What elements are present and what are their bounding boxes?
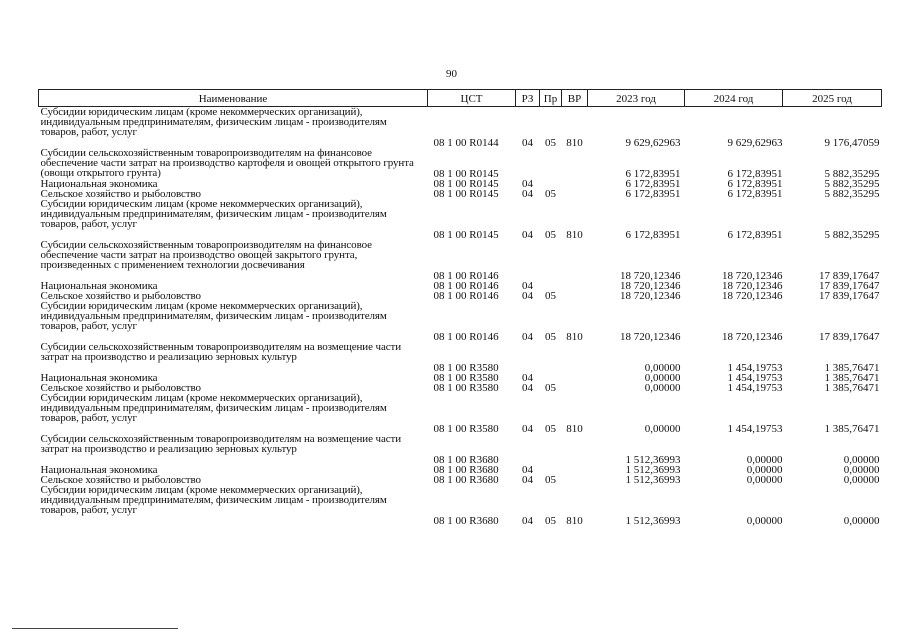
row-code: 08 1 00 R3580 <box>433 372 499 384</box>
row-value-2023: 6 172,83951 <box>625 188 681 200</box>
table-header <box>39 90 882 107</box>
row-rz <box>516 240 540 281</box>
row-value-2025: 0,00000 <box>843 454 880 466</box>
header-vr: ВР <box>562 90 588 107</box>
row-value-2025: 17 839,17647 <box>819 280 880 292</box>
row-code: 08 1 00 R3680 <box>433 464 499 476</box>
footer-divider <box>12 628 178 629</box>
row-value-2024: 6 172,83951 <box>727 168 783 180</box>
row-rz: 04 <box>522 382 533 394</box>
row-value-2023: 0,00000 <box>644 382 681 394</box>
row-value-2024: 1 454,19753 <box>727 382 783 394</box>
row-vr: 810 <box>566 137 583 149</box>
row-pr <box>540 342 562 373</box>
row-value-2023: 1 512,36993 <box>625 474 681 486</box>
row-name: Сельское хозяйство и рыболовство <box>40 290 201 302</box>
table-row <box>39 240 882 281</box>
row-vr <box>562 465 588 475</box>
row-vr <box>562 189 588 199</box>
row-pr <box>540 240 562 281</box>
row-value-2024: 1 454,19753 <box>727 372 783 384</box>
row-value-2023: 0,00000 <box>644 423 681 435</box>
row-value-2023: 18 720,12346 <box>620 331 681 343</box>
row-name: Субсидии юридическим лицам (кроме некоммерческих организаций), индивидуальным предпринимателям, физическим лицам - производителям товаров, работ, услуг <box>40 300 387 332</box>
row-value-2023: 6 172,83951 <box>625 168 681 180</box>
row-name: Национальная экономика <box>40 464 158 476</box>
table-row <box>39 342 882 373</box>
row-rz: 04 <box>522 280 533 292</box>
row-value-2023: 6 172,83951 <box>625 178 681 190</box>
row-value-2023: 9 629,62963 <box>625 137 681 149</box>
header-2025: 2025 год <box>783 90 882 107</box>
row-value-2023: 18 720,12346 <box>620 280 681 292</box>
row-vr <box>562 383 588 393</box>
row-pr: 05 <box>545 382 556 394</box>
row-value-2025: 0,00000 <box>843 474 880 486</box>
row-value-2024: 0,00000 <box>746 474 783 486</box>
row-value-2024: 0,00000 <box>746 454 783 466</box>
row-rz: 04 <box>522 372 533 384</box>
row-vr <box>562 434 588 465</box>
row-pr: 05 <box>545 331 556 343</box>
row-value-2025: 5 882,35295 <box>824 188 880 200</box>
row-name: Субсидии юридическим лицам (кроме некоммерческих организаций), индивидуальным предпринимателям, физическим лицам - производителям товаров, работ, услуг <box>40 392 387 424</box>
row-vr <box>562 281 588 291</box>
row-code: 08 1 00 R0144 <box>433 137 499 149</box>
row-vr: 810 <box>566 331 583 343</box>
row-vr <box>562 240 588 281</box>
row-value-2025: 17 839,17647 <box>819 270 880 282</box>
row-pr: 05 <box>545 290 556 302</box>
row-rz: 04 <box>522 464 533 476</box>
row-value-2024: 1 454,19753 <box>727 423 783 435</box>
table-body <box>39 107 882 527</box>
row-pr <box>540 148 562 179</box>
row-value-2024: 6 172,83951 <box>727 188 783 200</box>
row-value-2023: 18 720,12346 <box>620 270 681 282</box>
row-value-2024: 18 720,12346 <box>722 270 783 282</box>
row-name: Сельское хозяйство и рыболовство <box>40 474 201 486</box>
budget-table <box>38 89 882 526</box>
row-code: 08 1 00 R3680 <box>433 454 499 466</box>
table-row <box>39 199 882 240</box>
row-value-2025: 1 385,76471 <box>824 382 880 394</box>
row-code: 08 1 00 R0145 <box>433 168 499 180</box>
row-name: Субсидии сельскохозяйственным товаропроизводителям на финансовое обеспечение части затрат на производство овощей закрытого грунта, произведенных с применением технологии досвечивания <box>40 239 372 271</box>
row-name: Субсидии сельскохозяйственным товаропроизводителям на возмещение части затрат на производство и реализацию зерновых культур <box>40 341 402 363</box>
row-name: Национальная экономика <box>40 372 158 384</box>
row-vr <box>562 291 588 301</box>
row-value-2023: 0,00000 <box>644 372 681 384</box>
row-code: 08 1 00 R0145 <box>433 178 499 190</box>
row-code: 08 1 00 R3680 <box>433 515 499 527</box>
row-name: Национальная экономика <box>40 178 158 190</box>
row-pr <box>540 434 562 465</box>
row-code: 08 1 00 R0145 <box>433 229 499 241</box>
row-value-2024: 1 454,19753 <box>727 362 783 374</box>
row-vr: 810 <box>566 515 583 527</box>
table-row <box>39 148 882 179</box>
row-rz: 04 <box>522 137 533 149</box>
row-vr: 810 <box>566 229 583 241</box>
row-pr: 05 <box>545 137 556 149</box>
row-value-2023: 0,00000 <box>644 362 681 374</box>
row-value-2023: 1 512,36993 <box>625 464 681 476</box>
header-name: Наименование <box>39 90 428 107</box>
row-value-2025: 5 882,35295 <box>824 178 880 190</box>
row-value-2025: 5 882,35295 <box>824 229 880 241</box>
row-vr <box>562 475 588 485</box>
row-value-2025: 9 176,47059 <box>824 137 880 149</box>
header-code: ЦСТ <box>428 90 516 107</box>
row-value-2025: 17 839,17647 <box>819 331 880 343</box>
row-pr: 05 <box>545 515 556 527</box>
row-rz: 04 <box>522 474 533 486</box>
row-rz <box>516 434 540 465</box>
row-rz: 04 <box>522 331 533 343</box>
row-name: Национальная экономика <box>40 280 158 292</box>
row-value-2024: 0,00000 <box>746 464 783 476</box>
row-vr: 810 <box>566 423 583 435</box>
row-value-2025: 0,00000 <box>843 515 880 527</box>
header-rz: РЗ <box>516 90 540 107</box>
row-name: Сельское хозяйство и рыболовство <box>40 188 201 200</box>
row-value-2025: 1 385,76471 <box>824 372 880 384</box>
row-value-2024: 9 629,62963 <box>727 137 783 149</box>
row-value-2024: 18 720,12346 <box>722 290 783 302</box>
row-vr <box>562 373 588 383</box>
table-row <box>39 393 882 434</box>
row-rz: 04 <box>522 178 533 190</box>
row-vr <box>562 342 588 373</box>
row-code: 08 1 00 R0146 <box>433 290 499 302</box>
row-vr <box>562 148 588 179</box>
header-pr: Пр <box>540 90 562 107</box>
row-pr: 05 <box>545 474 556 486</box>
row-code: 08 1 00 R3580 <box>433 423 499 435</box>
row-name: Субсидии сельскохозяйственным товаропроизводителям на возмещение части затрат на производство и реализацию зерновых культур <box>40 433 402 455</box>
row-pr: 05 <box>545 423 556 435</box>
row-code: 08 1 00 R3580 <box>433 382 499 394</box>
row-value-2024: 6 172,83951 <box>727 178 783 190</box>
row-code: 08 1 00 R0146 <box>433 331 499 343</box>
row-rz <box>516 342 540 373</box>
table-row <box>39 107 882 149</box>
row-code: 08 1 00 R3680 <box>433 474 499 486</box>
row-pr: 05 <box>545 229 556 241</box>
table-row <box>39 434 882 465</box>
row-rz <box>516 148 540 179</box>
page-number: 90 <box>446 68 457 80</box>
row-code: 08 1 00 R0146 <box>433 280 499 292</box>
row-value-2025: 0,00000 <box>843 464 880 476</box>
row-vr <box>562 179 588 189</box>
row-name: Субсидии сельскохозяйственным товаропроизводителям на финансовое обеспечение части затрат на производство картофеля и овощей открытого грунта (овощи открытого грунта) <box>40 147 414 179</box>
row-code: 08 1 00 R0146 <box>433 270 499 282</box>
row-value-2024: 6 172,83951 <box>727 229 783 241</box>
row-name: Сельское хозяйство и рыболовство <box>40 382 201 394</box>
row-code: 08 1 00 R3580 <box>433 362 499 374</box>
row-value-2024: 18 720,12346 <box>722 280 783 292</box>
row-value-2025: 17 839,17647 <box>819 290 880 302</box>
row-name: Субсидии юридическим лицам (кроме некоммерческих организаций), индивидуальным предпринимателям, физическим лицам - производителям товаров, работ, услуг <box>40 198 387 230</box>
row-rz: 04 <box>522 188 533 200</box>
row-value-2023: 1 512,36993 <box>625 515 681 527</box>
row-value-2024: 0,00000 <box>746 515 783 527</box>
table-row <box>39 485 882 526</box>
row-value-2023: 6 172,83951 <box>625 229 681 241</box>
row-rz: 04 <box>522 290 533 302</box>
header-2024: 2024 год <box>685 90 783 107</box>
row-pr: 05 <box>545 188 556 200</box>
row-value-2023: 1 512,36993 <box>625 454 681 466</box>
row-rz: 04 <box>522 229 533 241</box>
row-name: Субсидии юридическим лицам (кроме некоммерческих организаций), индивидуальным предпринимателям, физическим лицам - производителям товаров, работ, услуг <box>40 484 387 516</box>
row-code: 08 1 00 R0145 <box>433 188 499 200</box>
row-value-2025: 1 385,76471 <box>824 423 880 435</box>
row-value-2023: 18 720,12346 <box>620 290 681 302</box>
table-row <box>39 301 882 342</box>
header-2023: 2023 год <box>588 90 685 107</box>
row-value-2024: 18 720,12346 <box>722 331 783 343</box>
row-value-2025: 1 385,76471 <box>824 362 880 374</box>
row-rz: 04 <box>522 515 533 527</box>
row-rz: 04 <box>522 423 533 435</box>
row-name: Субсидии юридическим лицам (кроме некоммерческих организаций), индивидуальным предпринимателям, физическим лицам - производителям товаров, работ, услуг <box>40 106 387 138</box>
row-value-2025: 5 882,35295 <box>824 168 880 180</box>
